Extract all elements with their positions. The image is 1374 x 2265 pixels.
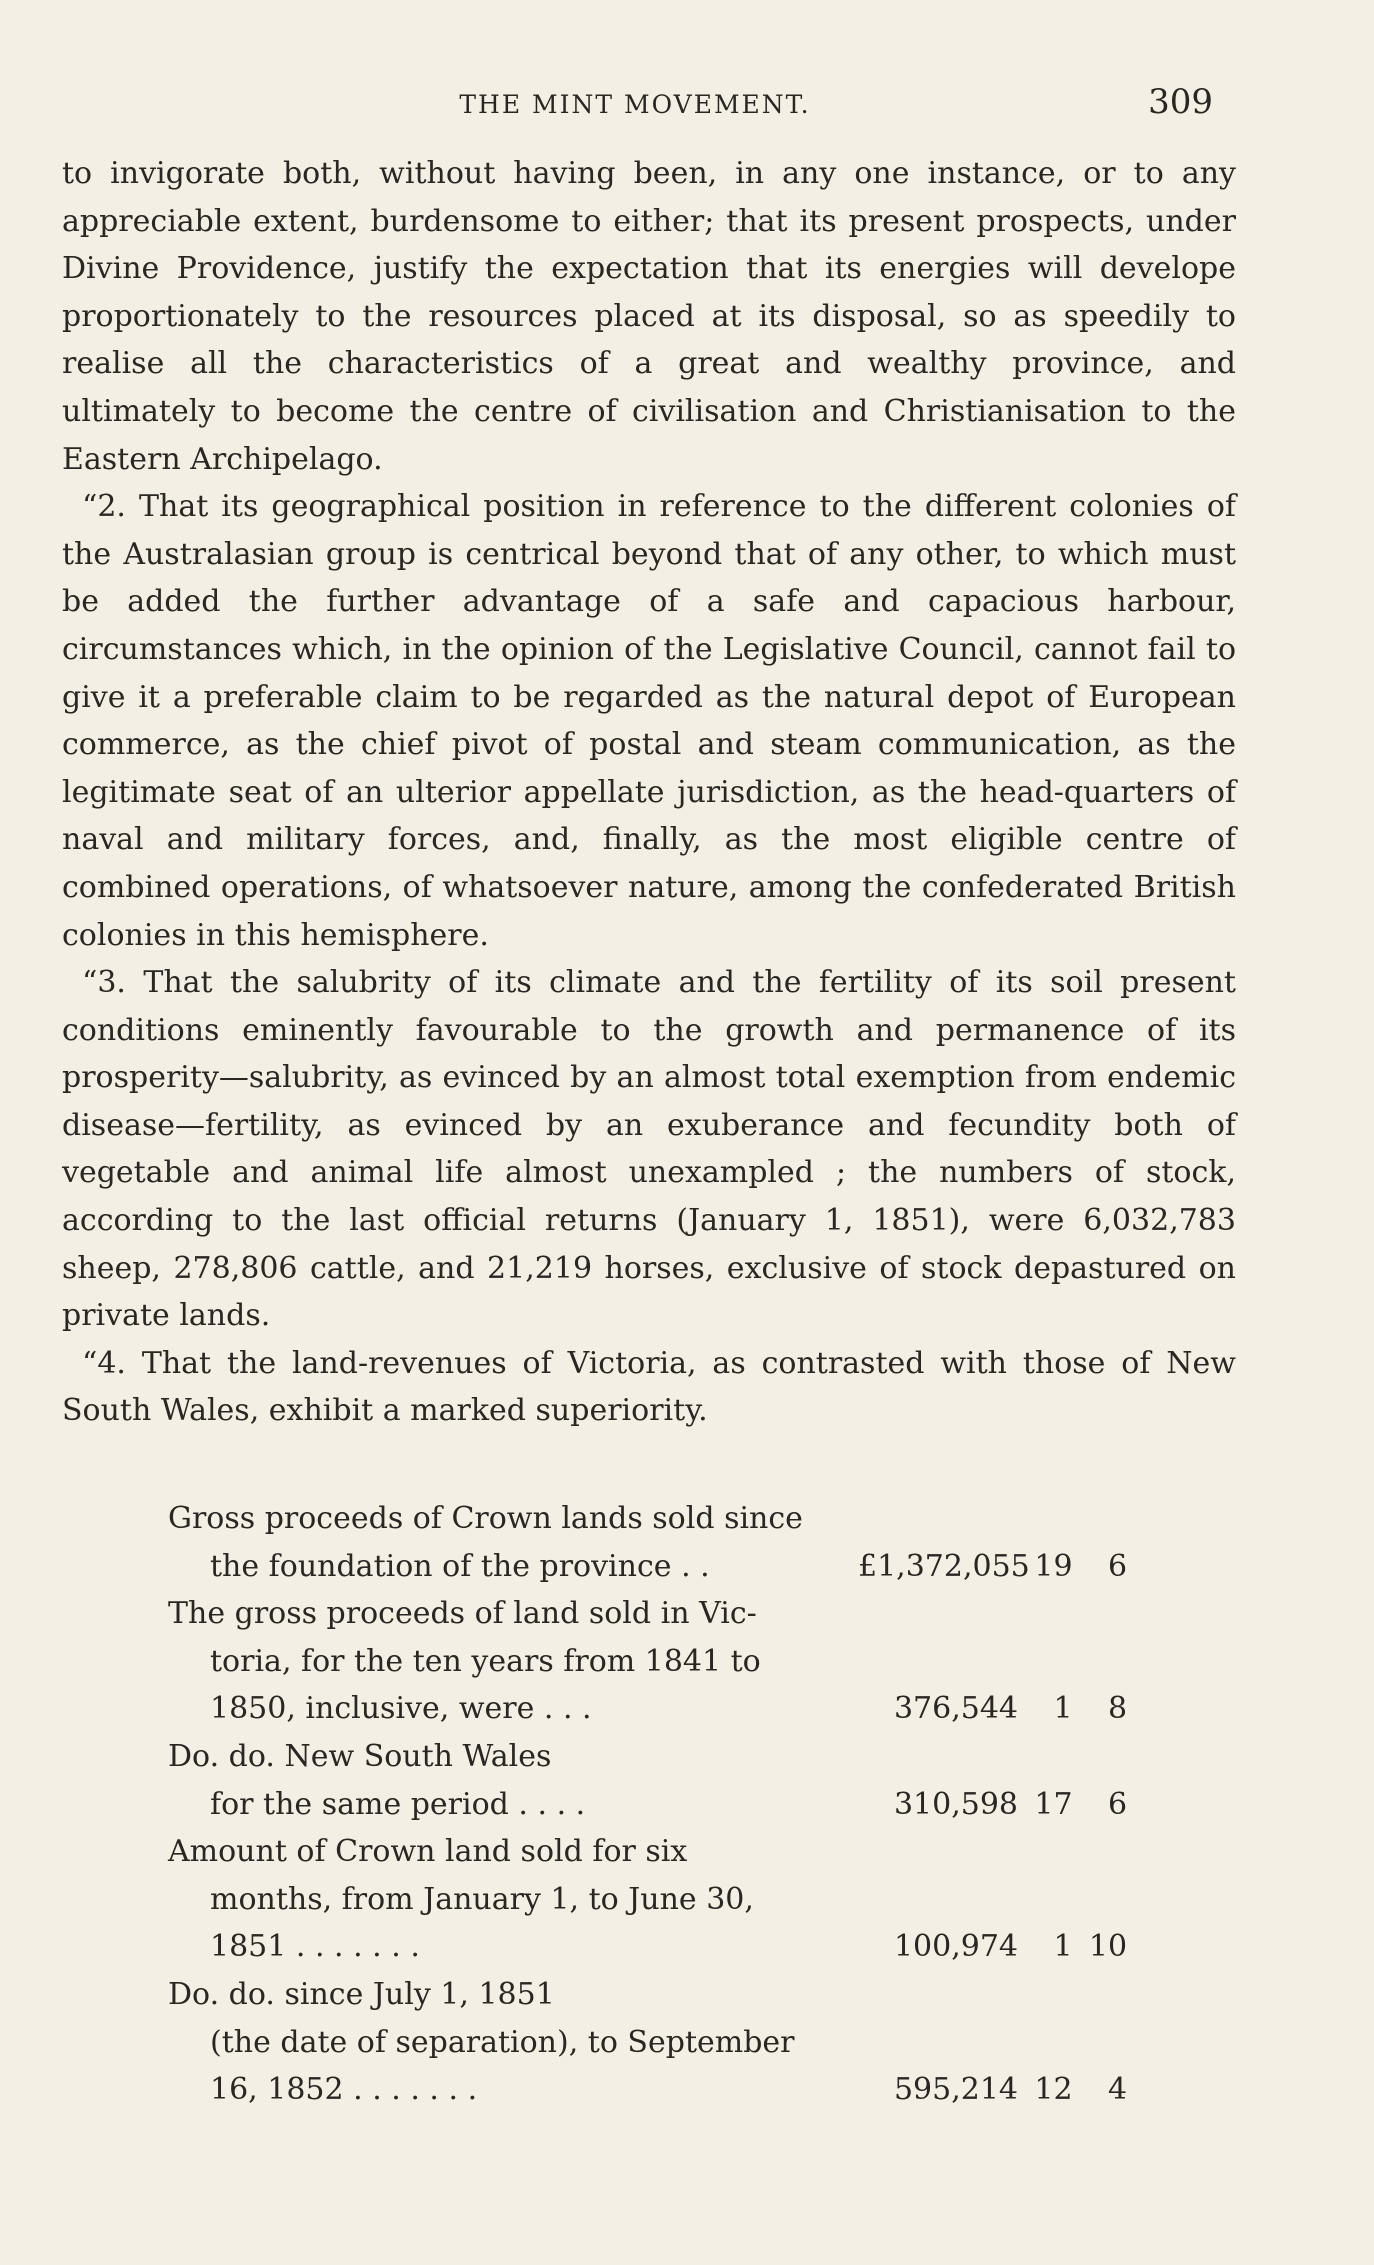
row-amount — [858, 1685, 1128, 1733]
pounds-value: 376,544 — [893, 1691, 1018, 1727]
row-label: Do. do. since July 1, 1851 (the date of separation), to September 16, 1852 . . . . . . . — [168, 1976, 795, 2108]
page-number: 309 — [1148, 82, 1213, 122]
shillings-value: 1 — [1053, 1929, 1073, 1965]
pounds-value: 100,974 — [893, 1929, 1018, 1965]
paragraph-continuation: to invigorate both, without having been, in any one instance, or to any appreciable extent, burdensome to either; that its present prospects, under Divine Providence, justify the expectation that its energies will develope proportionately to the resources placed at its disposal, so as speedily to realise all the characteristics of a great and wealthy province, and ultimately to become the centre of civilisation and Christianisation to the Eastern Archipelago. — [62, 156, 1236, 477]
running-head — [60, 82, 1213, 126]
shillings-value: 19 — [1034, 1548, 1073, 1584]
pounds-value: 595,214 — [893, 2072, 1018, 2108]
table-row — [168, 1828, 1218, 1971]
row-label: The gross proceeds of land sold in Vic- toria, for the ten years from 1841 to 1850, inclusive, were . . . — [168, 1596, 761, 1727]
shillings-value: 17 — [1034, 1786, 1073, 1822]
table-row — [168, 1590, 1218, 1733]
shillings-value: 1 — [1053, 1691, 1073, 1727]
table-row — [168, 1971, 1218, 2114]
paragraph-point-4: “4. That the land-revenues of Victoria, as contrasted with those of New South Wales, exhibit a marked superiority. — [62, 1345, 1236, 1429]
pence-value: 4 — [1108, 2072, 1128, 2108]
running-title: THE MINT MOVEMENT. — [459, 90, 811, 119]
row-amount — [858, 1543, 1128, 1591]
pence-value: 6 — [1108, 1548, 1128, 1584]
row-label: Do. do. New South Wales for the same period . . . . — [168, 1738, 586, 1822]
row-amount — [858, 1781, 1128, 1829]
row-amount — [858, 2066, 1128, 2114]
shillings-value: 12 — [1034, 2072, 1073, 2108]
pence-value: 10 — [1088, 1929, 1128, 1965]
body-text — [62, 150, 1236, 1435]
table-row — [168, 1495, 1218, 1590]
table-row — [168, 1733, 1218, 1828]
pence-value: 6 — [1108, 1786, 1128, 1822]
row-label: Amount of Crown land sold for six months, from January 1, to June 30, 1851 . . . . . . . — [168, 1834, 754, 1965]
pence-value: 8 — [1108, 1691, 1128, 1727]
pounds-value: 310,598 — [893, 1786, 1018, 1822]
paragraph-point-2: “2. That its geographical position in reference to the different colonies of the Australasian group is centrical beyond that of any other, to which must be added the further advantage of a safe and capacious harbour, circumstances which, in the opinion of the Legislative Council, cannot fail to give it a preferable claim to be regarded as the natural depot of European commerce, as the chief pivot of postal and steam communication, as the legitimate seat of an ulterior appellate jurisdiction, as the head-quarters of naval and military forces, and, finally, as the most eligible centre of combined operations, of whatsoever nature, among the confederated British colonies in this hemisphere. — [62, 489, 1236, 953]
row-label: Gross proceeds of Crown lands sold since the foundation of the province . . — [168, 1501, 803, 1584]
row-amount — [858, 1923, 1128, 1971]
land-proceeds-table — [168, 1495, 1218, 2114]
pounds-value: £1,372,055 — [858, 1548, 1030, 1584]
paragraph-point-3: “3. That the salubrity of its climate and the fertility of its soil present conditions eminently favourable to the growth and permanence of its prosperity—salubrity, as evinced by an almost total exemption from endemic disease—fertility, as evinced by an exuberance and fecundity both of vegetable and animal life almost unexampled ; the numbers of stock, according to the last official returns (January 1, 1851), were 6,032,783 sheep, 278,806 cattle, and 21,219 horses, exclusive of stock depastured on private lands. — [62, 965, 1236, 1334]
